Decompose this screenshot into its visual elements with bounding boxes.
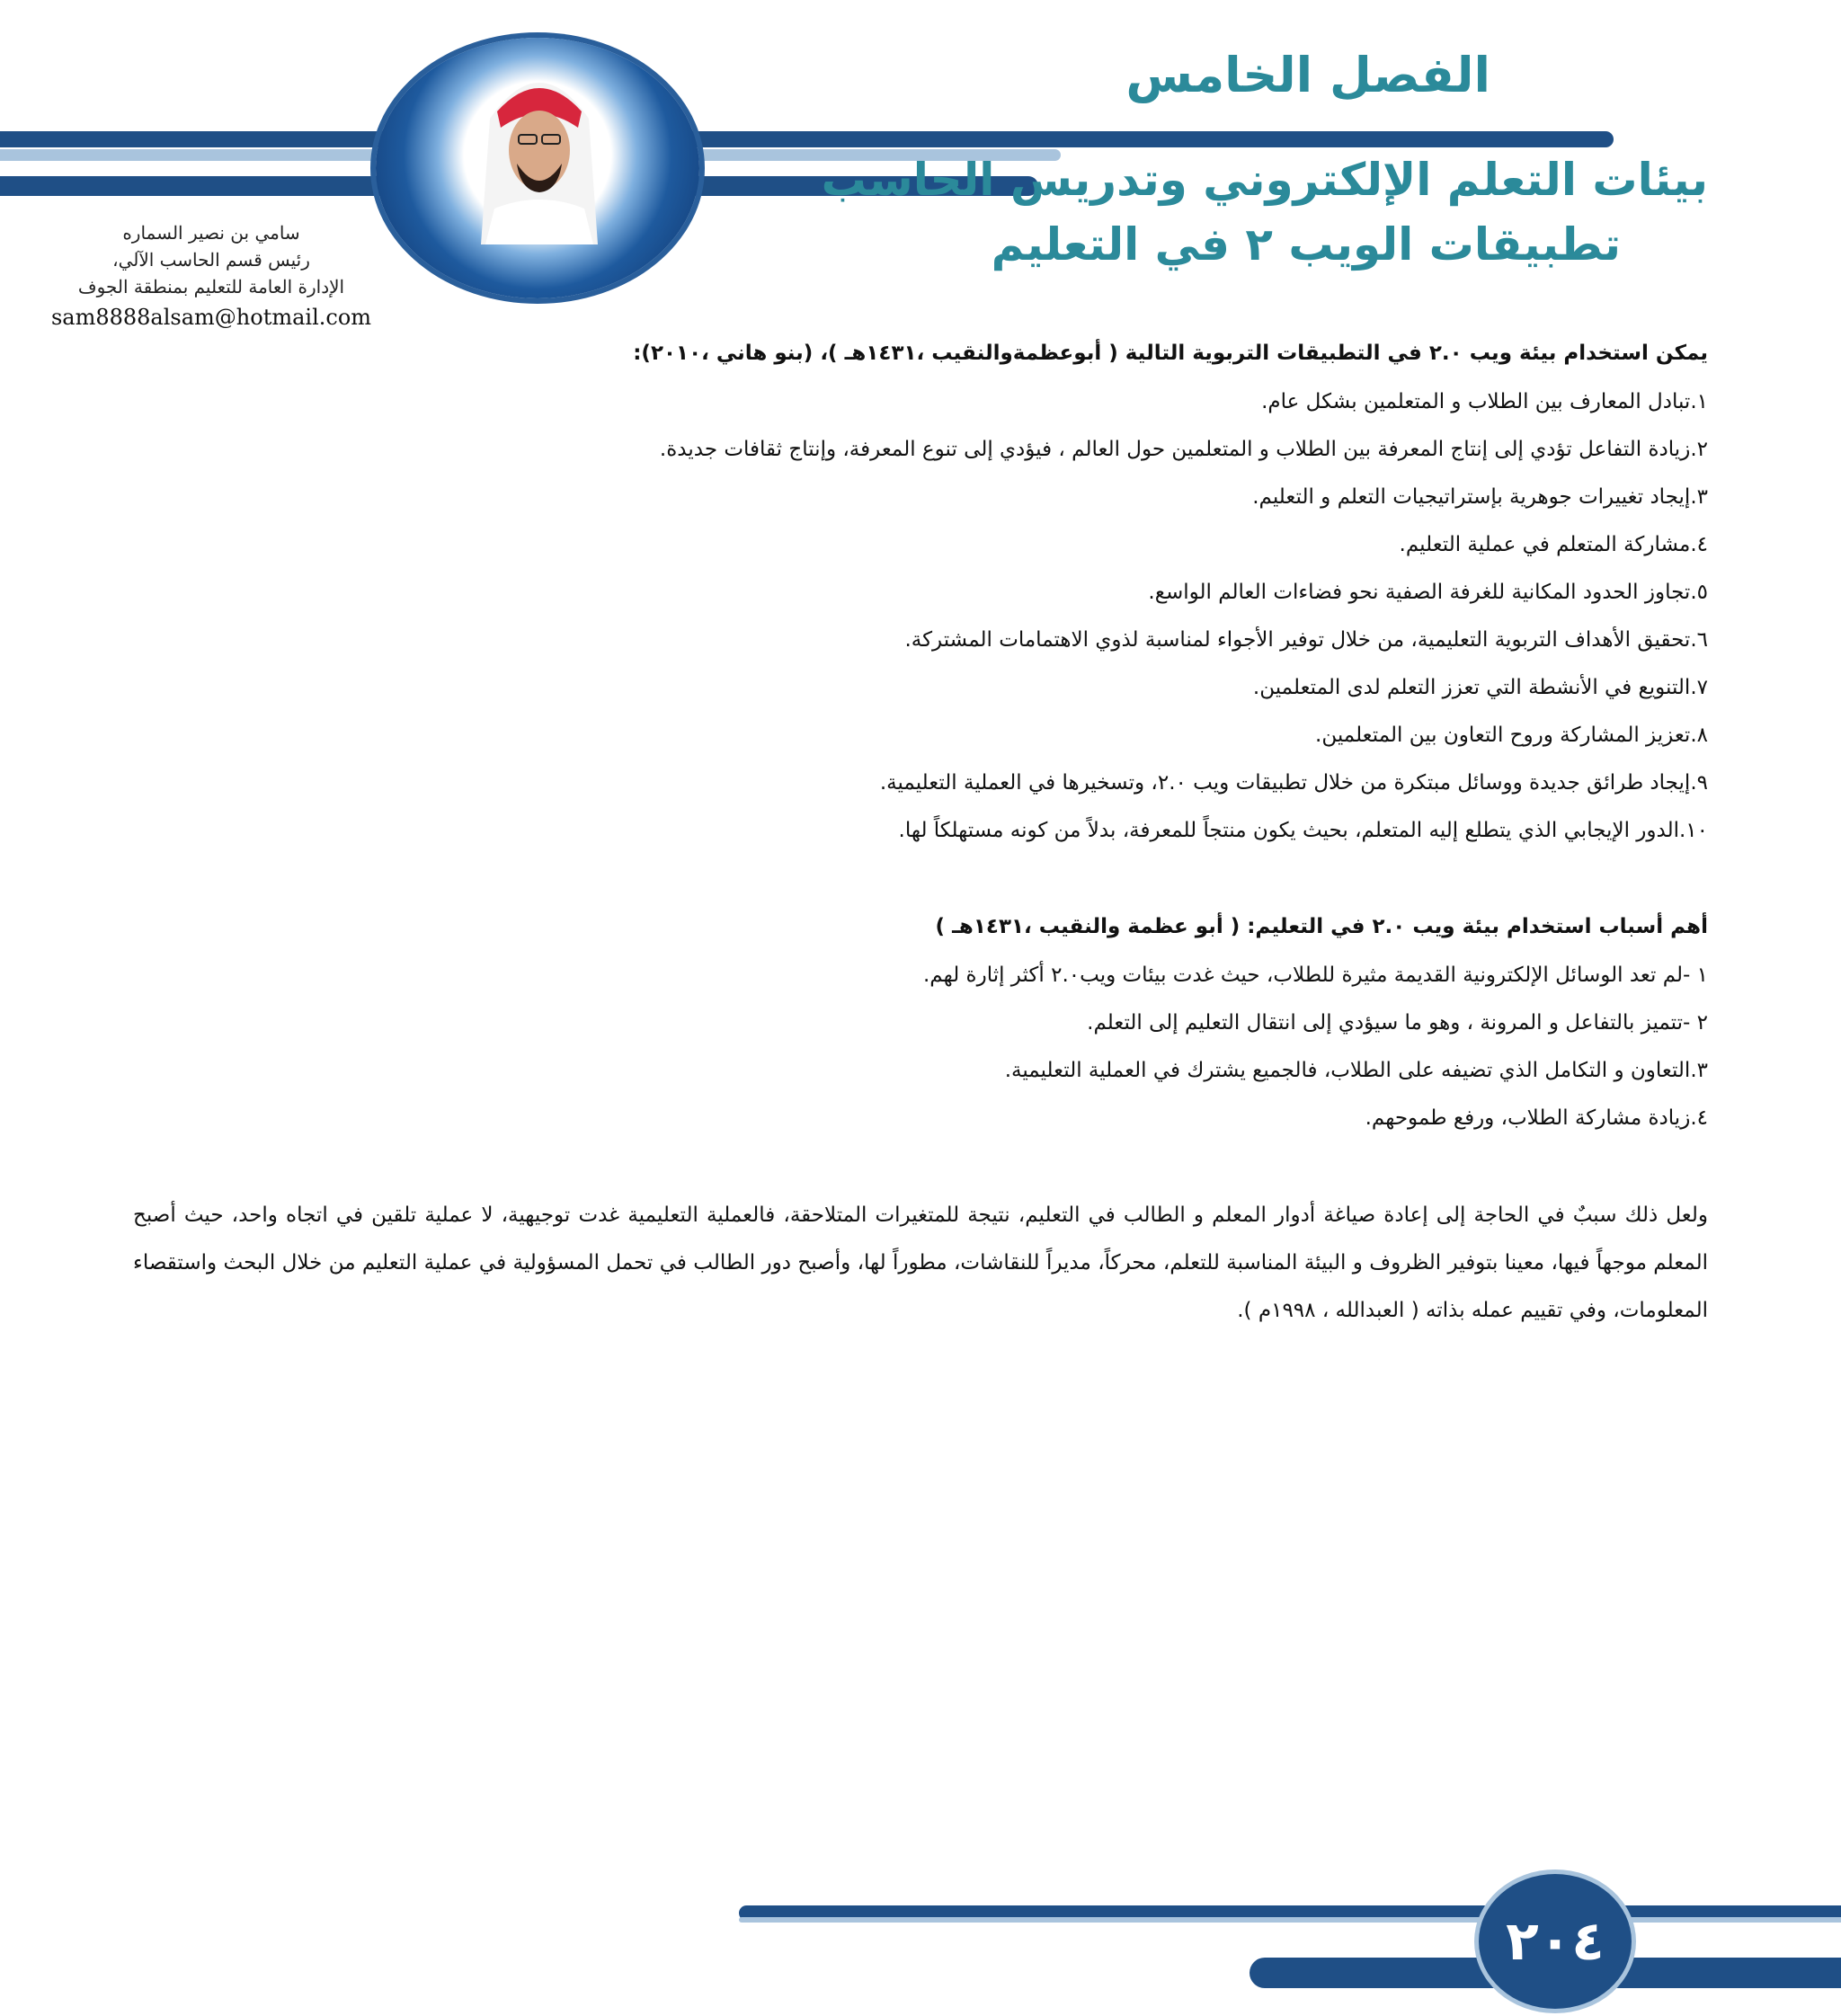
chapter-title: الفصل الخامس	[1125, 47, 1490, 103]
list-item: ٢ -تتميز بالتفاعل و المرونة ، وهو ما سيؤدي إلى انتقال التعليم إلى التعلم.	[1087, 1011, 1708, 1035]
list-item: ٤.زيادة مشاركة الطلاب، ورفع طموحهم.	[1365, 1106, 1708, 1130]
list-item: ٢.زيادة التفاعل تؤدي إلى إنتاج المعرفة بين الطلاب و المتعلمين حول العالم ، فيؤدي إلى تنوع المعرفة، وإنتاج ثقافات جديدة.	[659, 438, 1708, 461]
list-item: ٦.تحقيق الأهداف التربوية التعليمية، من خلال توفير الأجواء لمناسبة لذوي الاهتمامات المشتركة.	[904, 628, 1708, 652]
list-item: ٣.التعاون و التكامل الذي تضيفه على الطلاب، فالجميع يشترك في العملية التعليمية.	[1004, 1059, 1708, 1082]
list-item: ١ -لم تعد الوسائل الإلكترونية القديمة مثيرة للطلاب، حيث غدت بيئات ويب٢.٠ أكثر إثارة لهم.	[923, 964, 1708, 987]
closing-paragraph: ولعل ذلك سببٌ في الحاجة إلى إعادة صياغة أدوار المعلم و الطالب في التعليم، نتيجة للمتغيرات المتلاحقة، فالعملية التعليمية غدت توجيهية، لا عملية تلقين في اتجاه واحد، حيث أصبح المعلم موجهاً فيها، معينا بتوفير الظروف و البيئة المناسبة للتعلم، محركاً، مديراً للنقاشات، مطوراً لها، وأصبح دور الطالب في تحمل المسؤولية في عملية التعليم من خلال البحث واستقصاء المعلومات، وفي تقييم عمله بذاته ( العبدالله ، ١٩٩٨م ).	[133, 1203, 1708, 1322]
footer-stripe-light	[739, 1917, 1841, 1923]
list-item: ٧.التنويع في الأنشطة التي تعزز التعلم لدى المتعلمين.	[1252, 676, 1708, 699]
author-info	[36, 219, 387, 331]
section1-heading: يمكن استخدام بيئة ويب ٢.٠ في التطبيقات التربوية التالية ( أبوعظمةوالنقيب ،١٤٣١هـ )، (بنو هاني ،٢٠١٠):	[633, 342, 1708, 365]
author-photo	[472, 56, 607, 244]
author-position: رئيس قسم الحاسب الآلي،	[112, 249, 310, 271]
list-item: ٣.إيجاد تغييرات جوهرية بإستراتيجيات التعلم و التعليم.	[1252, 485, 1708, 509]
author-department: الإدارة العامة للتعليم بمنطقة الجوف	[77, 276, 345, 298]
author-email[interactable]: sam8888alsam@hotmail.com	[50, 305, 372, 330]
list-item: ٤.مشاركة المتعلم في عملية التعليم.	[1399, 533, 1708, 556]
list-item: ٩.إيجاد طرائق جديدة ووسائل مبتكرة من خلال تطبيقات ويب ٢.٠، وتسخيرها في العملية التعليمية.	[879, 771, 1708, 795]
header-stripe-top	[0, 131, 1614, 147]
page-title-line1: بيئات التعلم الإلكتروني وتدريس الحاسب	[821, 154, 1708, 206]
section2-heading: أهم أسباب استخدام بيئة ويب ٢.٠ في التعليم: ( أبو عظمة والنقيب ،١٤٣١هـ )	[935, 915, 1708, 938]
page-number: ٢٠٤	[1479, 1874, 1632, 2009]
page-title-line2: تطبيقات الويب ٢ في التعليم	[991, 218, 1621, 271]
list-item: ٥.تجاوز الحدود المكانية للغرفة الصفية نحو فضاءات العالم الواسع.	[1148, 581, 1708, 604]
list-item: ١.تبادل المعارف بين الطلاب و المتعلمين بشكل عام.	[1261, 390, 1708, 413]
author-name: سامي بن نصير السماره	[122, 222, 300, 244]
list-item: ١٠.الدور الإيجابي الذي يتطلع إليه المتعلم، بحيث يكون منتجاً للمعرفة، بدلاً من كونه مستهلكاً لها.	[898, 819, 1708, 842]
list-item: ٨.تعزيز المشاركة وروح التعاون بين المتعلمين.	[1315, 724, 1708, 747]
